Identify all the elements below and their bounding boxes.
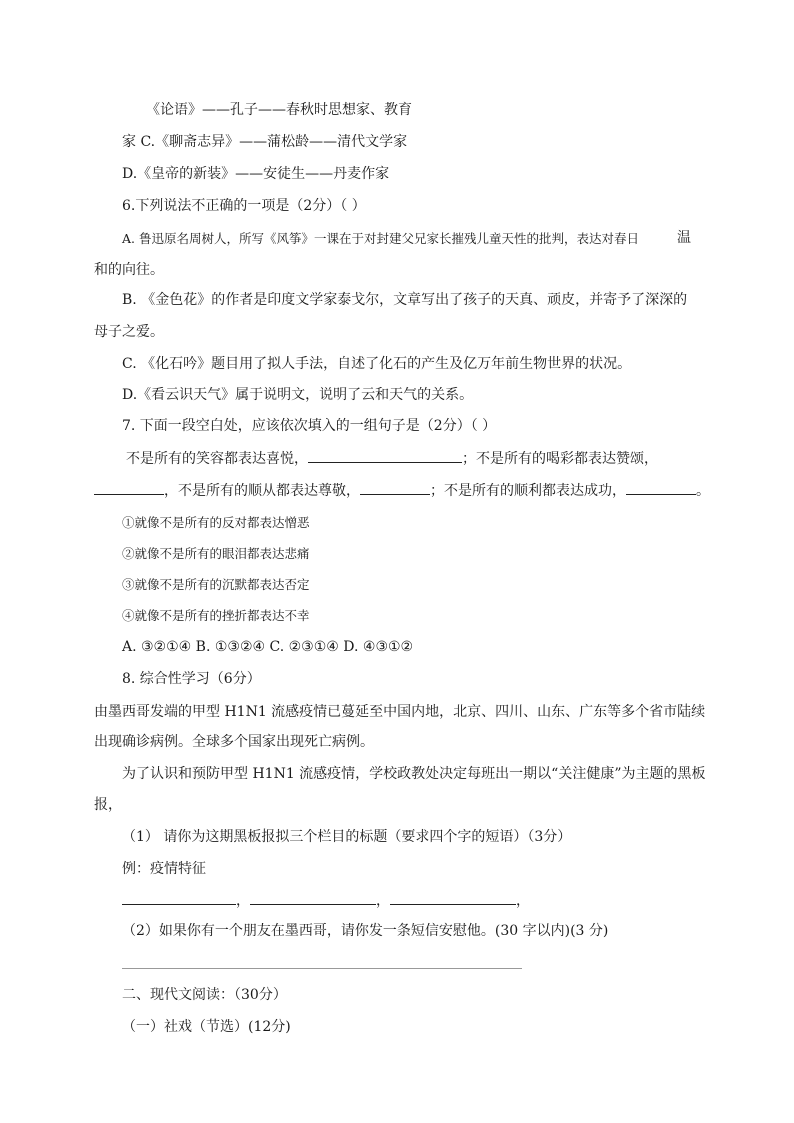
q8-comma-3: ， [516,893,530,909]
q7-passage-line1 [126,448,658,469]
q8-comma-1: ， [236,893,250,909]
q6-option-c: C. 《化石吟》题目用了拟人手法，自述了化石的产生及亿万年前生物世界的状况。 [122,356,632,372]
q7-sentence-4: ④就像不是所有的挫折都表达不幸 [122,608,310,623]
q7-blank-2[interactable] [94,480,164,495]
q8-subquestion-2: （2）如果你有一个朋友在墨西哥，请你发一条短信安慰他。(30 字以内)(3 分) [122,923,609,939]
q7-blank-4[interactable] [626,480,696,495]
q5-line-b: 家 C.《聊斋志异》——蒲松龄——清代文学家 [122,134,408,150]
q8-subquestion-1: （1） 请你为这期黑板报拟三个栏目的标题（要求四个字的短语）（3分） [122,829,572,845]
q8-task-line2: 报， [94,797,122,813]
q6-option-b-line1: B. 《金色花》的作者是印度文学家泰戈尔，文章写出了孩子的天真、顽皮，并寄予了深深的 [122,292,688,308]
section2-subtitle: （一）社戏（节选）(12分) [122,1019,291,1035]
q7-passage-text-5: 。 [696,483,710,499]
q7-blank-1[interactable] [308,448,462,463]
q6-option-b-line2: 母子之爱。 [94,324,164,340]
q7-passage-line2 [94,480,710,501]
q5-line-a: 《论语》——孔子——春秋时思想家、教育 [146,102,412,118]
q7-passage-text-4: ；不是所有的顺利都表达成功， [430,483,626,499]
q6-option-a-line2: 和的向往。 [94,262,164,278]
q5-line-c: D.《皇帝的新装》——安徒生——丹麦作家 [122,166,390,182]
q8-task-line1: 为了认识和预防甲型 H1N1 流感疫情，学校政教处决定每班出一期以“关注健康”为主题的黑板 [122,766,706,782]
q7-sentence-2: ②就像不是所有的眼泪都表达悲痛 [122,546,310,561]
q6-option-a-tail: 温 [677,230,691,246]
q7-sentence-3: ③就像不是所有的沉默都表达否定 [122,577,310,592]
q6-option-d: D.《看云识天气》属于说明文，说明了云和天气的关系。 [122,387,474,403]
q8-answer-blanks [122,890,530,911]
divider-line [122,968,522,969]
q8-blank-2[interactable] [250,890,376,905]
q7-blank-3[interactable] [360,480,430,495]
q8-background-line2: 出现确诊病例。全球多个国家出现死亡病例。 [94,734,374,750]
q7-passage-text-1: 不是所有的笑容都表达喜悦， [126,451,308,467]
q7-sentence-1: ①就像不是所有的反对都表达憎恶 [122,515,310,530]
q7-stem: 7. 下面一段空白处，应该依次填入的一组句子是（2分）（ ） [122,418,497,434]
q8-stem: 8. 综合性学习（6分） [122,671,261,687]
q8-background-line1: 由墨西哥发端的甲型 H1N1 流感疫情已蔓延至中国内地，北京、四川、山东、广东等多个省市陆续 [94,704,706,720]
q6-option-a-line1: A. 鲁迅原名周树人，所写《风筝》一课在于对封建父兄家长摧残儿童天性的批判，表达对春日 [122,231,639,246]
q8-blank-3[interactable] [390,890,516,905]
q7-choices: A. ③②①④ B. ①③②④ C. ②③①④ D. ④③①② [122,639,414,655]
q8-example: 例：疫情特征 [122,861,206,877]
q7-passage-text-2: ；不是所有的喝彩都表达赞颂， [462,451,658,467]
q6-stem: 6.下列说法不正确的一项是（2分）（ ） [122,198,366,214]
q8-blank-1[interactable] [122,890,236,905]
q8-comma-2: ， [376,893,390,909]
q7-passage-text-3: ，不是所有的顺从都表达尊敬， [164,483,360,499]
section2-title: 二、现代文阅读：（30分） [122,987,287,1003]
